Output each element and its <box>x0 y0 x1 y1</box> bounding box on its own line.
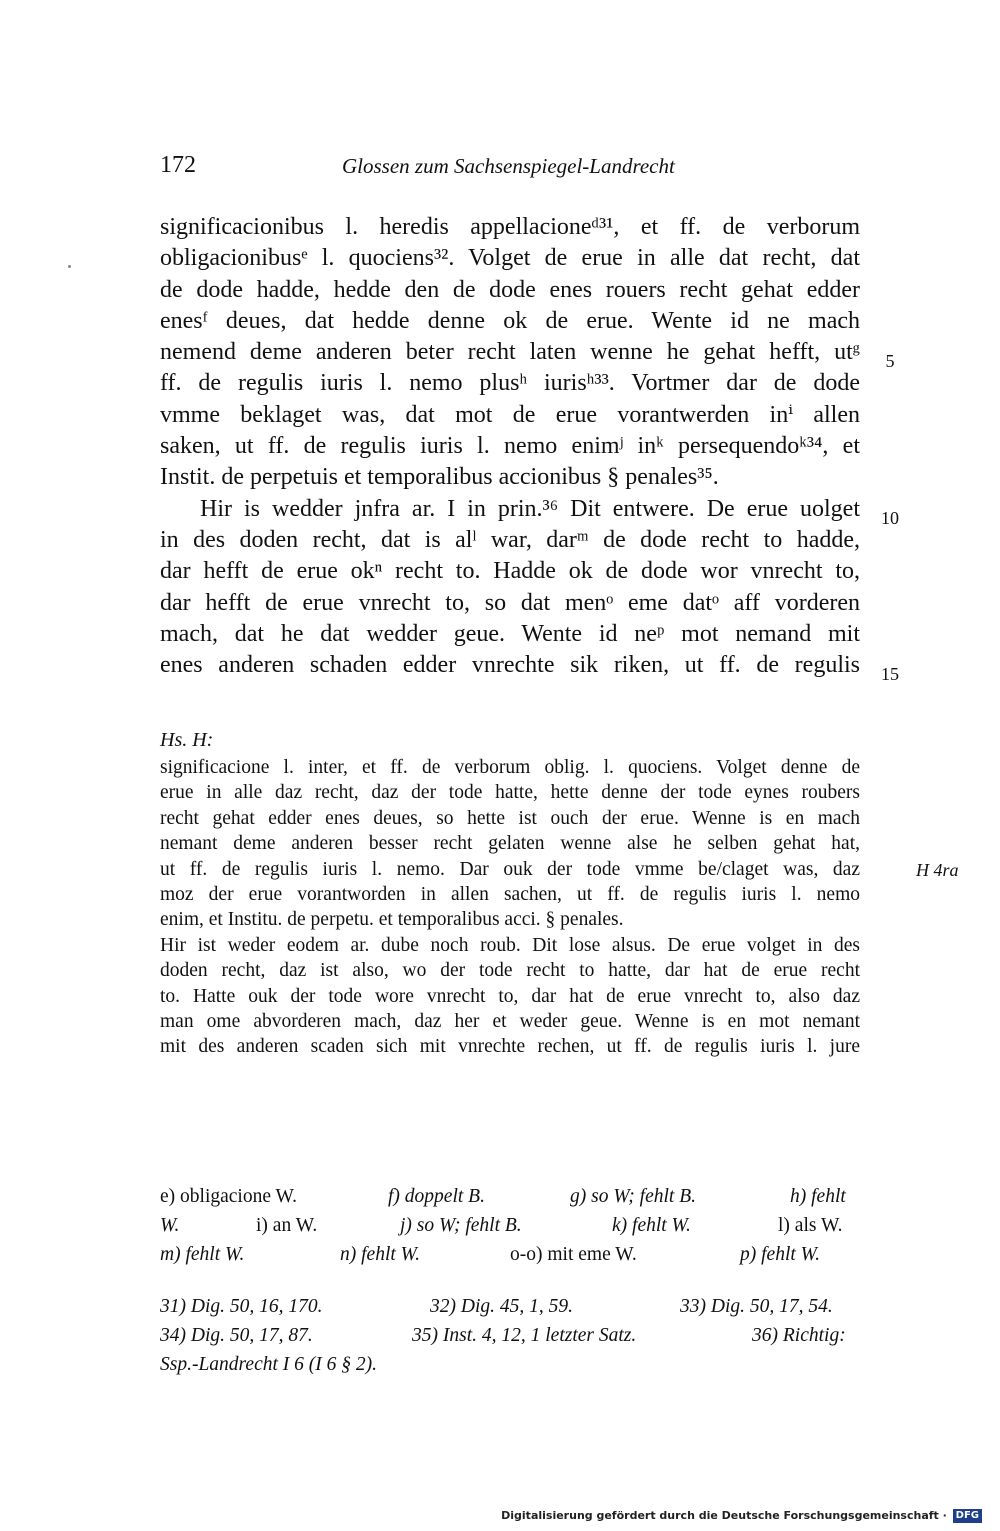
text-line: enes anderen schaden edder vnrechte sik riken, ut ff. de regulis <box>160 652 860 679</box>
footnote-row <box>160 1296 860 1325</box>
hs-line: recht gehat edder enes deues, so hette ist ouch der erue. Wenne is en mach <box>160 807 860 829</box>
footnote-row <box>160 1325 860 1354</box>
line-number-5: 5 <box>885 351 895 371</box>
footnote-34: 34) Dig. 50, 17, 87. <box>160 1325 313 1346</box>
hs-line: enim, et Institu. de perpetu. et temporalibus acci. § penales. <box>160 909 624 931</box>
page-header <box>160 152 860 186</box>
hs-line: significacione l. inter, et ff. de verborum oblig. l. quociens. Volget denne de <box>160 757 860 778</box>
footnote-row <box>160 1215 860 1244</box>
footnote-33: 33) Dig. 50, 17, 54. <box>680 1296 833 1317</box>
footnote-row <box>160 1186 860 1215</box>
hs-line: ut ff. de regulis iuris l. nemo. Dar ouk der tode vmme be/claget was, daz <box>160 858 860 880</box>
dfg-credit <box>501 1507 982 1525</box>
footnote-o: o-o) mit eme W. <box>510 1244 637 1265</box>
footnote-m: m) fehlt W. <box>160 1244 245 1265</box>
footnote-e: e) obligacione W. <box>160 1186 298 1207</box>
main-text <box>160 212 860 681</box>
footnote-l: l) als W. <box>778 1215 843 1236</box>
hs-line: Hir ist weder eodem ar. dube noch roub. Dit lose alsus. De erue volget in des <box>160 934 860 956</box>
footnote-p: p) fehlt W. <box>740 1244 820 1265</box>
text-line: significacionibus l. heredis appellacioneᵈ³¹, et ff. de verborum <box>160 214 860 240</box>
footnote-i: i) an W. <box>256 1215 318 1236</box>
text-line: Hir is wedder jnfra ar. I in prin.³⁶ Dit entwere. De erue uolget <box>200 495 860 522</box>
footnote-n: n) fehlt W. <box>340 1244 420 1265</box>
footnote-row <box>160 1244 860 1273</box>
credit-text: Digitalisierung gefördert durch die Deutsche Forschungsgemeinschaft · <box>501 1509 947 1522</box>
hs-line: nemant deme anderen besser recht gelaten wenne alse he selben gehat hat, <box>160 833 860 855</box>
margin-folio-reference: H 4ra <box>916 860 959 880</box>
textual-apparatus <box>160 1186 860 1273</box>
footnote-k: k) fehlt W. <box>612 1215 691 1236</box>
hs-line: moz der erue vorantworden in allen sachen, ut ff. de regulis iuris l. nemo <box>160 883 860 905</box>
footnote-row <box>160 1354 860 1383</box>
footnote-36: 36) Richtig: <box>752 1325 846 1346</box>
footnote-j: j) so W; fehlt B. <box>400 1215 522 1236</box>
hs-line: mit des anderen scaden sich mit vnrechte rechen, ut ff. de regulis iuris l. jure <box>160 1036 860 1058</box>
text-line: nemend deme anderen beter recht laten wenne he gehat hefft, utᵍ <box>160 339 860 366</box>
text-line: dar hefft de erue vnrecht to, so dat menᵒ eme datᵒ aff vorderen <box>160 589 860 616</box>
footnote-h: h) fehlt <box>790 1186 846 1207</box>
footnote-36-cont: Ssp.-Landrecht I 6 (I 6 § 2). <box>160 1354 377 1375</box>
hs-line: erue in alle daz recht, daz der tode hatte, hette denne der tode eynes roubers <box>160 782 860 804</box>
running-title: Glossen zum Sachsenspiegel-Landrecht <box>342 154 675 178</box>
manuscript-h-text <box>160 725 860 1060</box>
footnote-31: 31) Dig. 50, 16, 170. <box>160 1296 323 1317</box>
text-line: enesᶠ deues, dat hedde denne ok de erue. Wente id ne mach <box>160 307 860 334</box>
line-number-15: 15 <box>881 664 899 684</box>
hs-line: to. Hatte ouk der tode wore vnrecht to, dar hat de erue vnrecht to, also daz <box>160 985 860 1007</box>
text-line: ff. de regulis iuris l. nemo plusʰ iurisʰ³³. Vortmer dar de dode <box>160 370 860 397</box>
text-line: saken, ut ff. de regulis iuris l. nemo enimʲ inᵏ persequendoᵏ³⁴, et <box>160 433 860 460</box>
text-line: in des doden recht, dat is alˡ war, darᵐ de dode recht to hadde, <box>160 526 860 553</box>
dfg-logo: DFG <box>953 1509 982 1523</box>
text-line: dar hefft de erue okⁿ recht to. Hadde ok de dode wor vnrecht to, <box>160 558 860 585</box>
text-line: obligacionibusᵉ l. quociens³². Volget de erue in alle dat recht, dat <box>160 245 860 272</box>
source-footnotes <box>160 1296 860 1383</box>
page-number: 172 <box>160 152 196 178</box>
footnote-35: 35) Inst. 4, 12, 1 letzter Satz. <box>412 1325 637 1346</box>
text-line: de dode hadde, hedde den de dode enes rouers recht gehat edder <box>160 276 860 303</box>
footnote-f: f) doppelt B. <box>388 1186 485 1207</box>
hs-label: Hs. H: <box>160 729 214 751</box>
text-line: vmme beklaget was, dat mot de erue vorantwerden inⁱ allen <box>160 401 860 428</box>
footnote-h-cont: W. <box>160 1215 180 1236</box>
text-line: mach, dat he dat wedder geue. Wente id neᵖ mot nemand mit <box>160 620 860 647</box>
hs-line: doden recht, daz ist also, wo der tode recht to hatte, dar hat de erue recht <box>160 960 860 982</box>
scan-speck <box>68 265 71 268</box>
footnote-g: g) so W; fehlt B. <box>570 1186 696 1207</box>
hs-line: man ome abvorderen mach, daz her et weder geue. Wenne is en mot nemant <box>160 1010 860 1032</box>
footnote-32: 32) Dig. 45, 1, 59. <box>430 1296 573 1317</box>
line-number-10: 10 <box>881 508 899 528</box>
text-line: Instit. de perpetuis et temporalibus accionibus § penales³⁵. <box>160 464 719 491</box>
